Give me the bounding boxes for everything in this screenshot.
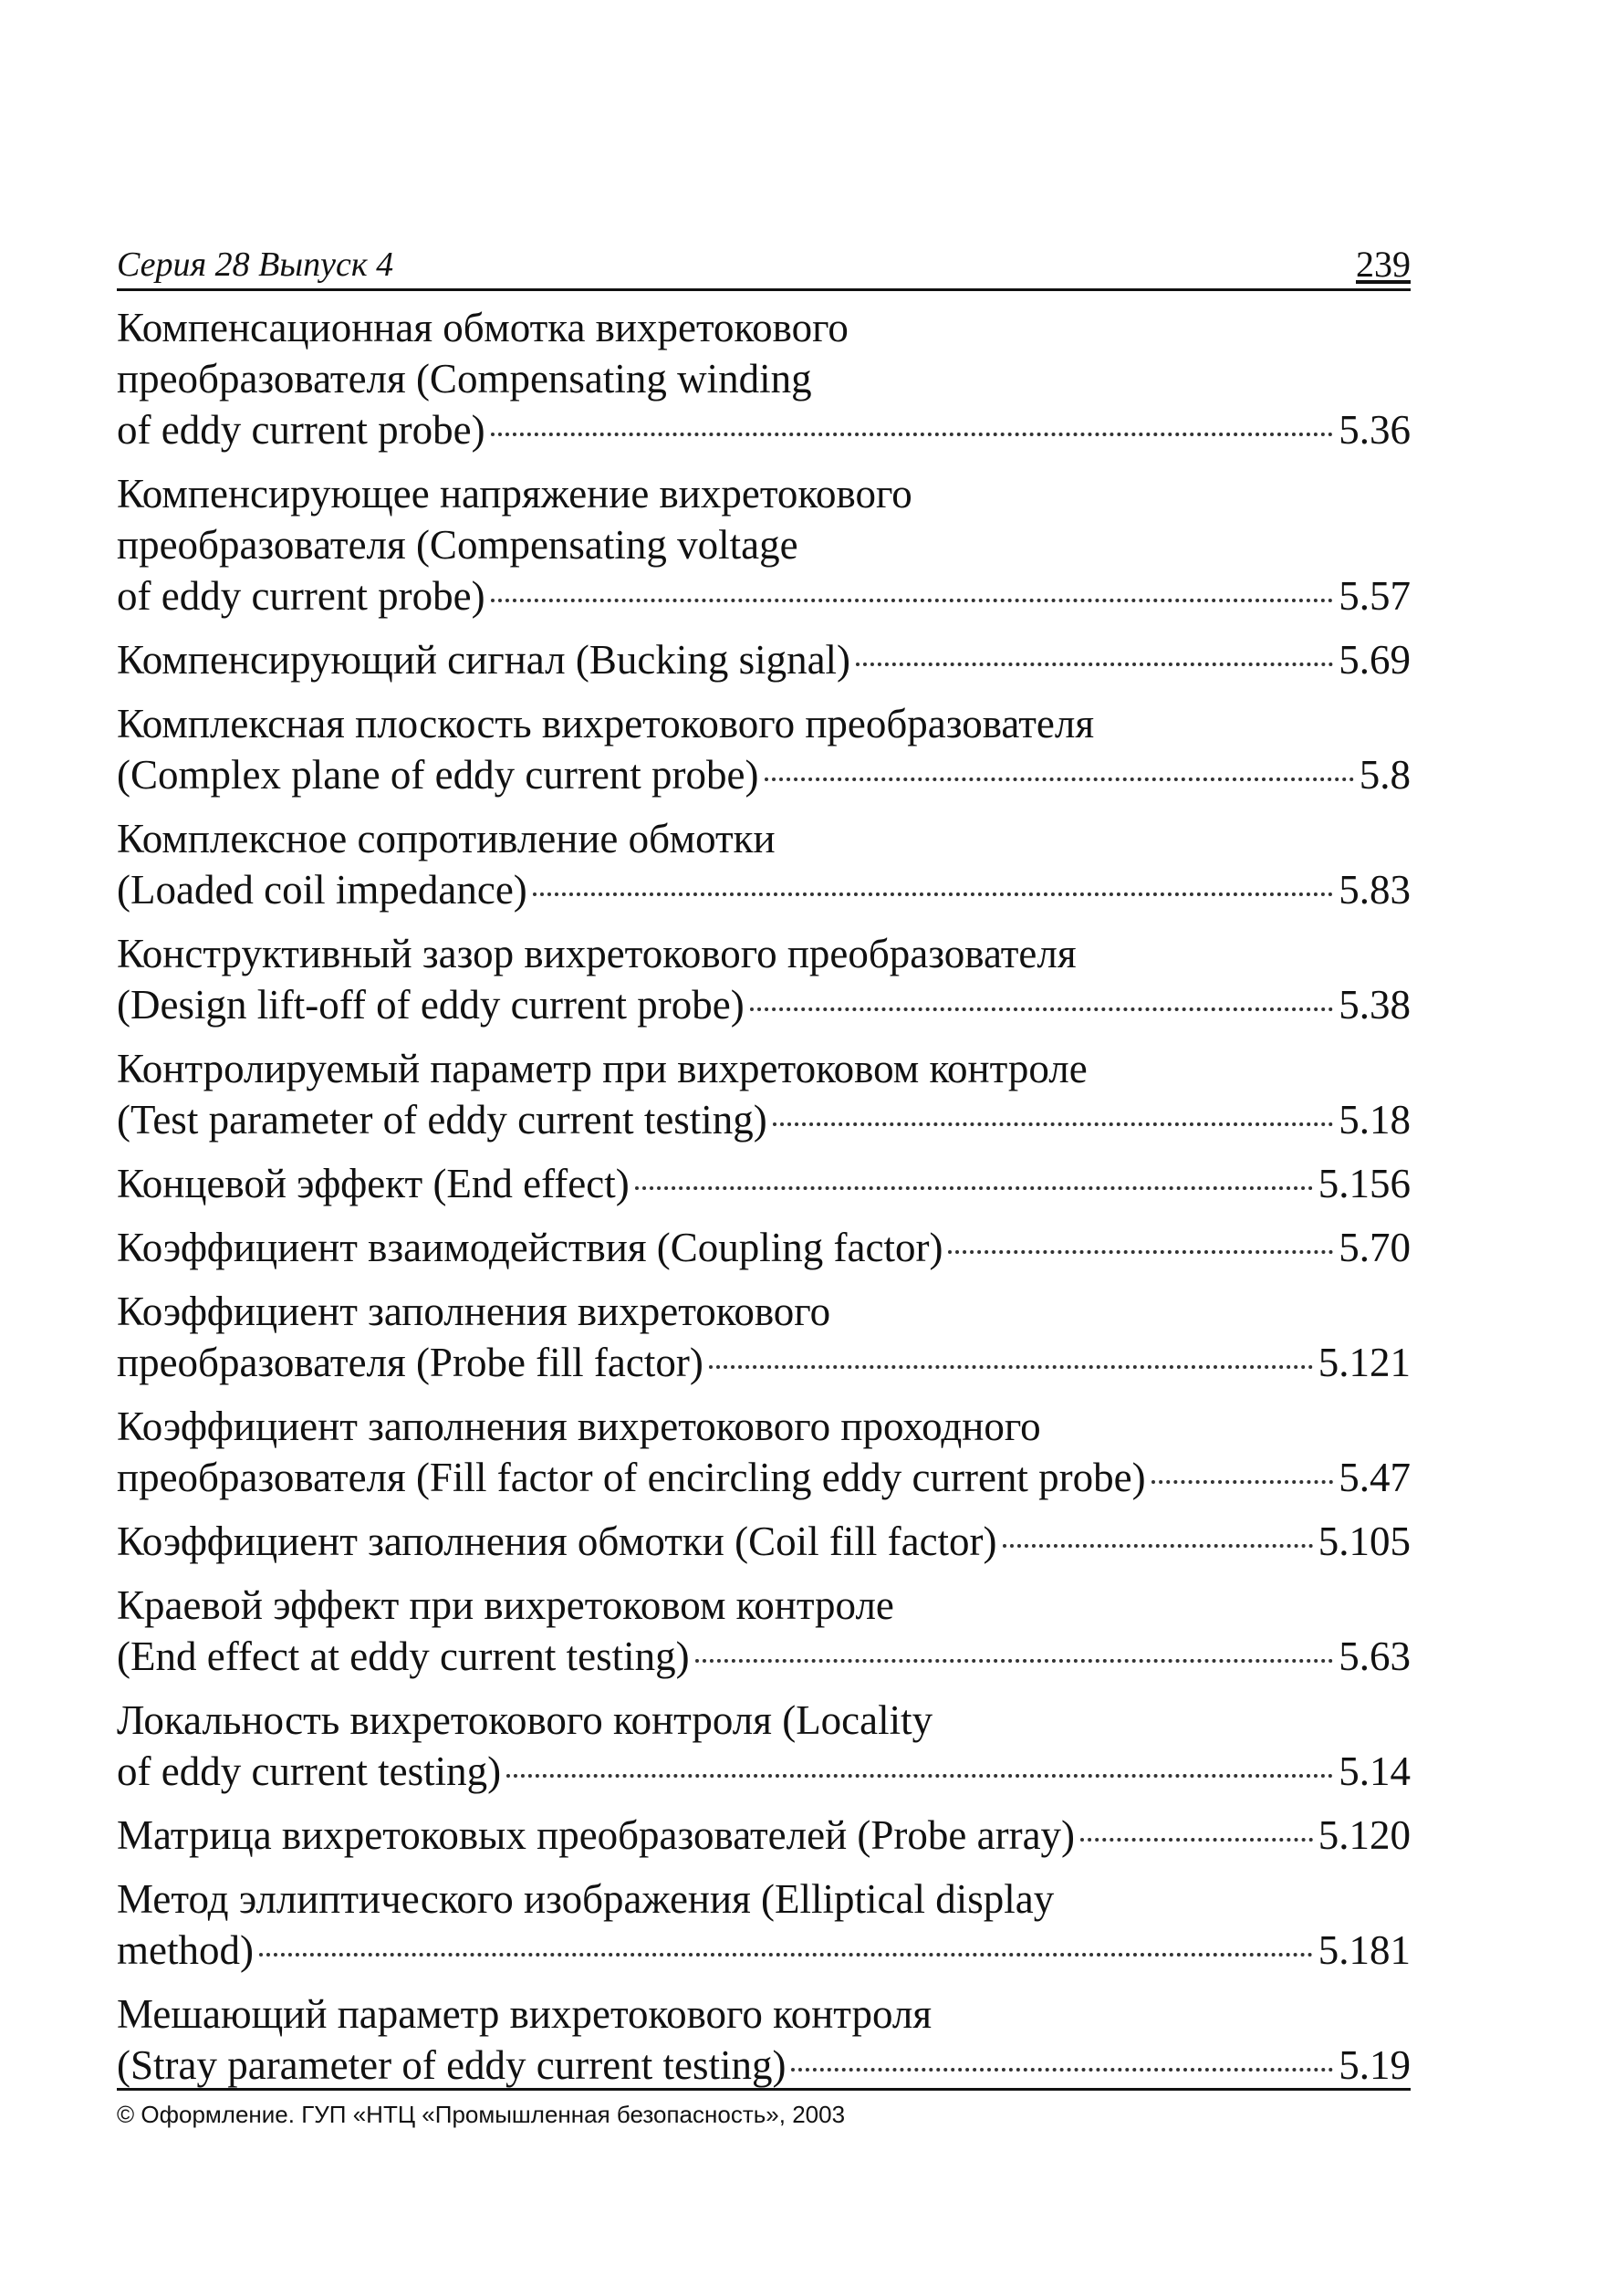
- running-header: [117, 239, 1411, 291]
- entry-reference: 5.57: [1339, 573, 1411, 619]
- entry-reference: 5.19: [1339, 2042, 1411, 2088]
- entry-term-line: Комплексная плоскость вихретокового преобразователя: [117, 701, 1095, 746]
- entry-reference: 5.181: [1318, 1927, 1411, 1973]
- dot-leader: [506, 1774, 1333, 1778]
- dot-leader: [773, 1122, 1333, 1126]
- entry-reference: 5.69: [1339, 637, 1411, 683]
- dot-leader: [533, 892, 1333, 896]
- entry-reference: 5.18: [1339, 1097, 1411, 1143]
- index-entry: [117, 302, 1411, 455]
- entry-last-line: [117, 864, 1411, 915]
- entry-last-line: [117, 1631, 1411, 1682]
- entry-last-line: [117, 634, 1411, 685]
- dot-leader: [765, 778, 1354, 781]
- entry-reference: 5.8: [1359, 752, 1411, 798]
- dot-leader: [948, 1250, 1333, 1254]
- entry-term-line: преобразователя (Compensating winding: [117, 356, 812, 402]
- entry-term-line: Краевой эффект при вихретоковом контроле: [117, 1582, 894, 1628]
- entry-reference: 5.36: [1339, 407, 1411, 453]
- dot-leader: [791, 2068, 1333, 2072]
- entry-term-line: (Test parameter of eddy current testing): [117, 1097, 767, 1143]
- entry-reference: 5.47: [1339, 1455, 1411, 1500]
- index-entry: [117, 1158, 1411, 1209]
- entry-term-line: of eddy current testing): [117, 1748, 502, 1794]
- entry-term-line: Коэффициент заполнения вихретокового: [117, 1289, 831, 1334]
- entry-term-line: of eddy current probe): [117, 407, 485, 453]
- entry-term-line: (Loaded coil impedance): [117, 867, 527, 913]
- index-entry: [117, 468, 1411, 621]
- index-entry: [117, 1988, 1411, 2091]
- entry-term-line: Коэффициент заполнения обмотки (Coil fill factor): [117, 1518, 997, 1564]
- dot-leader: [709, 1365, 1313, 1369]
- index-entry: [117, 1580, 1411, 1682]
- index-entry: [117, 634, 1411, 685]
- entry-reference: 5.83: [1339, 867, 1411, 913]
- entry-last-line: [117, 1158, 1411, 1209]
- entry-last-line: [117, 1516, 1411, 1567]
- dot-leader: [1003, 1544, 1313, 1548]
- entry-term-line: преобразователя (Fill factor of encircling eddy current probe): [117, 1455, 1146, 1500]
- entry-last-line: [117, 1094, 1411, 1145]
- entry-reference: 5.70: [1339, 1225, 1411, 1270]
- dot-leader: [856, 663, 1333, 666]
- entry-last-line: [117, 570, 1411, 621]
- index-entry: [117, 1695, 1411, 1797]
- entry-term-line: (End effect at eddy current testing): [117, 1633, 690, 1679]
- entry-term-line: (Complex plane of eddy current probe): [117, 752, 759, 798]
- dot-leader: [1151, 1480, 1334, 1484]
- entry-last-line: [117, 1452, 1411, 1503]
- entry-term-line: Локальность вихретокового контроля (Locality: [117, 1697, 933, 1743]
- dot-leader: [491, 599, 1334, 602]
- entry-term-line: Коэффициент заполнения вихретокового проходного: [117, 1404, 1041, 1449]
- entry-term-line: Компенсирующий сигнал (Bucking signal): [117, 637, 851, 683]
- index-entry: [117, 1516, 1411, 1567]
- entry-term-line: Коэффициент взаимодействия (Coupling factor): [117, 1225, 943, 1270]
- footer-copyright: © Оформление. ГУП «НТЦ «Промышленная безопасность», 2003: [117, 2088, 1411, 2129]
- dot-leader: [491, 433, 1334, 436]
- entry-last-line: [117, 1810, 1411, 1861]
- entry-reference: 5.121: [1318, 1340, 1411, 1385]
- entry-last-line: [117, 749, 1411, 800]
- index-entries: [117, 302, 1411, 2091]
- entry-last-line: [117, 1222, 1411, 1273]
- entry-term-line: преобразователя (Compensating voltage: [117, 522, 798, 568]
- entry-term-line: (Design lift-off of eddy current probe): [117, 982, 745, 1028]
- index-entry: [117, 928, 1411, 1030]
- entry-reference: 5.105: [1318, 1518, 1411, 1564]
- entry-last-line: [117, 1925, 1411, 1976]
- entry-term-line: (Stray parameter of eddy current testing): [117, 2042, 787, 2088]
- entry-term-line: Конструктивный зазор вихретокового преобразователя: [117, 931, 1077, 976]
- index-entry: [117, 1222, 1411, 1273]
- entry-term-line: Матрица вихретоковых преобразователей (Probe array): [117, 1812, 1076, 1858]
- index-entry: [117, 1873, 1411, 1976]
- index-entry: [117, 1810, 1411, 1861]
- entry-term-line: Метод эллиптического изображения (Elliptical display: [117, 1876, 1055, 1922]
- entry-term-line: of eddy current probe): [117, 573, 485, 619]
- dot-leader: [1080, 1838, 1313, 1842]
- entry-last-line: [117, 979, 1411, 1030]
- entry-term-line: Комплексное сопротивление обмотки: [117, 816, 776, 861]
- index-entry: [117, 813, 1411, 915]
- entry-term-line: Мешающий параметр вихретокового контроля: [117, 1991, 933, 2037]
- entry-term-line: method): [117, 1927, 254, 1973]
- entry-last-line: [117, 2040, 1411, 2091]
- document-page: [117, 239, 1411, 2103]
- entry-term-line: Компенсирующее напряжение вихретокового: [117, 471, 912, 517]
- entry-term-line: Компенсационная обмотка вихретокового: [117, 305, 849, 350]
- entry-last-line: [117, 404, 1411, 455]
- index-entry: [117, 1286, 1411, 1388]
- entry-reference: 5.38: [1339, 982, 1411, 1028]
- dot-leader: [750, 1007, 1334, 1011]
- entry-reference: 5.14: [1339, 1748, 1411, 1794]
- page-number: 239: [1356, 244, 1411, 285]
- entry-reference: 5.63: [1339, 1633, 1411, 1679]
- dot-leader: [635, 1186, 1313, 1190]
- entry-term-line: Концевой эффект (End effect): [117, 1161, 630, 1206]
- series-title: Серия 28 Выпуск 4: [117, 245, 394, 284]
- entry-term-line: преобразователя (Probe fill factor): [117, 1340, 703, 1385]
- dot-leader: [259, 1953, 1313, 1957]
- entry-reference: 5.156: [1318, 1161, 1411, 1206]
- entry-last-line: [117, 1337, 1411, 1388]
- entry-reference: 5.120: [1318, 1812, 1411, 1858]
- entry-last-line: [117, 1746, 1411, 1797]
- index-entry: [117, 1401, 1411, 1503]
- index-entry: [117, 698, 1411, 800]
- dot-leader: [695, 1659, 1334, 1663]
- entry-term-line: Контролируемый параметр при вихретоковом контроле: [117, 1046, 1088, 1091]
- index-entry: [117, 1043, 1411, 1145]
